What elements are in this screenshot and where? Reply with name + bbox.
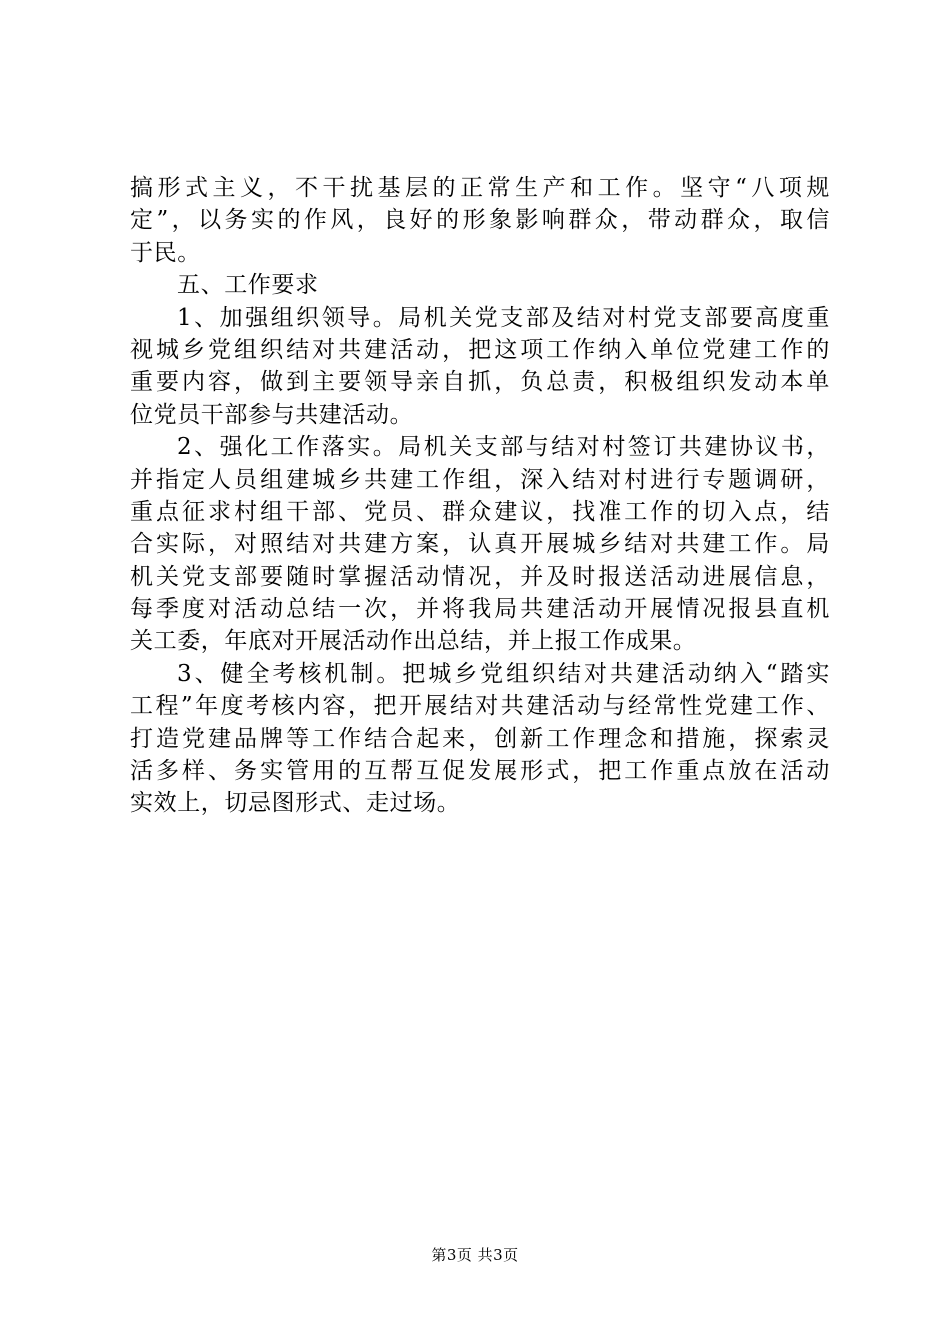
document-body <box>130 172 830 820</box>
text-line: 活多样、务实管用的互帮互促发展形式，把工作重点放在活动 <box>130 758 830 785</box>
text-line: 实效上，切忌图形式、走过场。 <box>130 790 461 817</box>
text-line: 搞形式主义，不干扰基层的正常生产和工作。坚守“八项规 <box>130 175 830 201</box>
paragraph-first-line: 1、加强组织领导。局机关党支部及结对村党支部要高度重 <box>177 304 830 331</box>
text-line: 每季度对活动总结一次，并将我局共建活动开展情况报县直机 <box>130 596 830 623</box>
text-line: 定”，以务实的作风，良好的形象影响群众，带动群众，取信 <box>130 207 830 234</box>
text-line: 关工委，年底对开展活动作出总结，并上报工作成果。 <box>130 628 697 655</box>
paragraph-first-line: 2、强化工作落实。局机关支部与结对村签订共建协议书， <box>177 434 830 461</box>
text-line: 打造党建品牌等工作结合起来，创新工作理念和措施，探索灵 <box>130 725 830 752</box>
text-line: 并指定人员组建城乡共建工作组，深入结对村进行专题调研， <box>130 466 830 493</box>
text-line: 重点征求村组干部、党员、群众建议，找准工作的切入点，结 <box>130 498 830 525</box>
text-line: 工程”年度考核内容，把开展结对共建活动与经常性党建工作、 <box>130 693 830 720</box>
page-number-footer: 第3页 共3页 <box>431 1246 519 1264</box>
section-heading: 五、工作要求 <box>177 272 319 299</box>
text-line: 合实际，对照结对共建方案，认真开展城乡结对共建工作。局 <box>130 531 830 558</box>
text-line: 机关党支部要随时掌握活动情况，并及时报送活动进展信息， <box>130 563 830 590</box>
text-line: 于民。 <box>130 239 201 266</box>
text-line: 位党员干部参与共建活动。 <box>130 401 414 428</box>
text-line: 重要内容，做到主要领导亲自抓，负总责，积极组织发动本单 <box>130 369 830 396</box>
text-line: 视城乡党组织结对共建活动，把这项工作纳入单位党建工作的 <box>130 336 830 363</box>
paragraph-first-line: 3、健全考核机制。把城乡党组织结对共建活动纳入“踏实 <box>177 660 830 687</box>
